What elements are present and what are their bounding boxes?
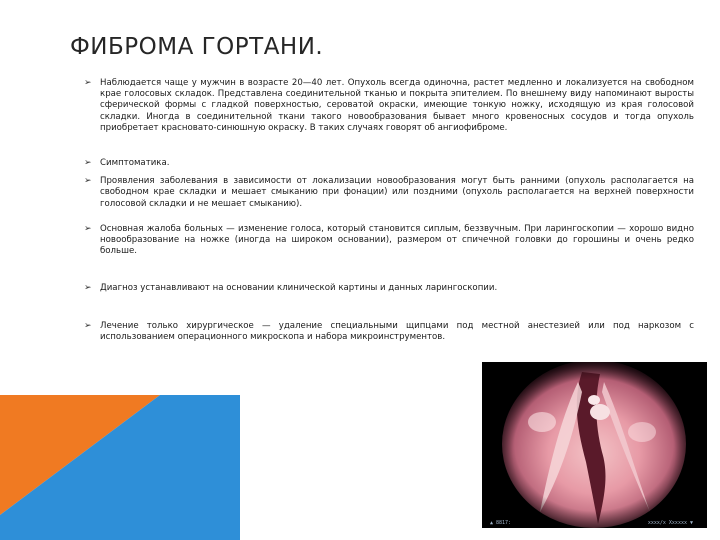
arrow-bullet-icon: ➢ [84, 320, 92, 331]
list-item-text: Проявления заболевания в зависимости от локализации новообразования могут быть ранними (опухоль располагается на свободном крае складки и мешает смыканию при фонации) или поздними (опухоль располагается на верхней поверхности голосовой складки и не мешает смыканию). [100, 176, 694, 209]
arrow-bullet-icon: ➢ [84, 283, 92, 294]
list-item-text: Диагноз устанавливают на основании клинической картины и данных ларингоскопии. [100, 283, 498, 294]
list-item [84, 224, 694, 258]
slide-title: ФИБРОМА ГОРТАНИ. [70, 34, 324, 60]
laryngoscopy-illustration [482, 362, 707, 528]
list-item [84, 158, 694, 169]
list-item [84, 321, 694, 343]
list-item [84, 176, 694, 210]
caption-right: xxxx/x Xxxxxx ▼ [647, 520, 693, 526]
arrow-bullet-icon: ➢ [84, 176, 92, 187]
laryngoscopy-image [482, 362, 707, 528]
list-item-text: Симптоматика. [100, 158, 170, 169]
list-item [84, 283, 694, 294]
list-item-text: Основная жалоба больных — изменение голоса, который становится сиплым, беззвучным. При ларингоскопии — хорошо видно новообразование на ножке (иногда на широком основании), размером от спичечной головки до горошины и очень редко больше. [100, 223, 694, 257]
corner-decoration [0, 395, 240, 540]
list-item-text: Наблюдается чаще у мужчин в возрасте 20—40 лет. Опухоль всегда одиночна, растет медленно и локализуется на свободном крае голосовых складок. Представлена соединительной тканью и покрыта эпителием. По внешнему виду напоминают выросты сферической формы с гладкой поверхностью, сероватой окраски, имеющие тонкую ножку, исходящую из края голосовой складки. Иногда в соединительной ткани такого новообразования бывает много кровеносных сосудов и тогда опухоль приобретает красновато-синюшную окраску. В таких случаях говорят об ангиофиброме. [100, 78, 694, 133]
list-item-text: Лечение только хирургическое — удаление специальными щипцами под местной анестезией или под наркозом с использованием операционного микроскопа и набора микроинструментов. [100, 320, 694, 342]
arrow-bullet-icon: ➢ [84, 223, 92, 234]
arrow-bullet-icon: ➢ [84, 158, 92, 169]
arrow-bullet-icon: ➢ [84, 78, 92, 88]
bullet-list [84, 78, 694, 343]
photo-caption [482, 518, 707, 526]
caption-left: ▲ 8817: [490, 520, 512, 526]
list-item [84, 78, 694, 134]
